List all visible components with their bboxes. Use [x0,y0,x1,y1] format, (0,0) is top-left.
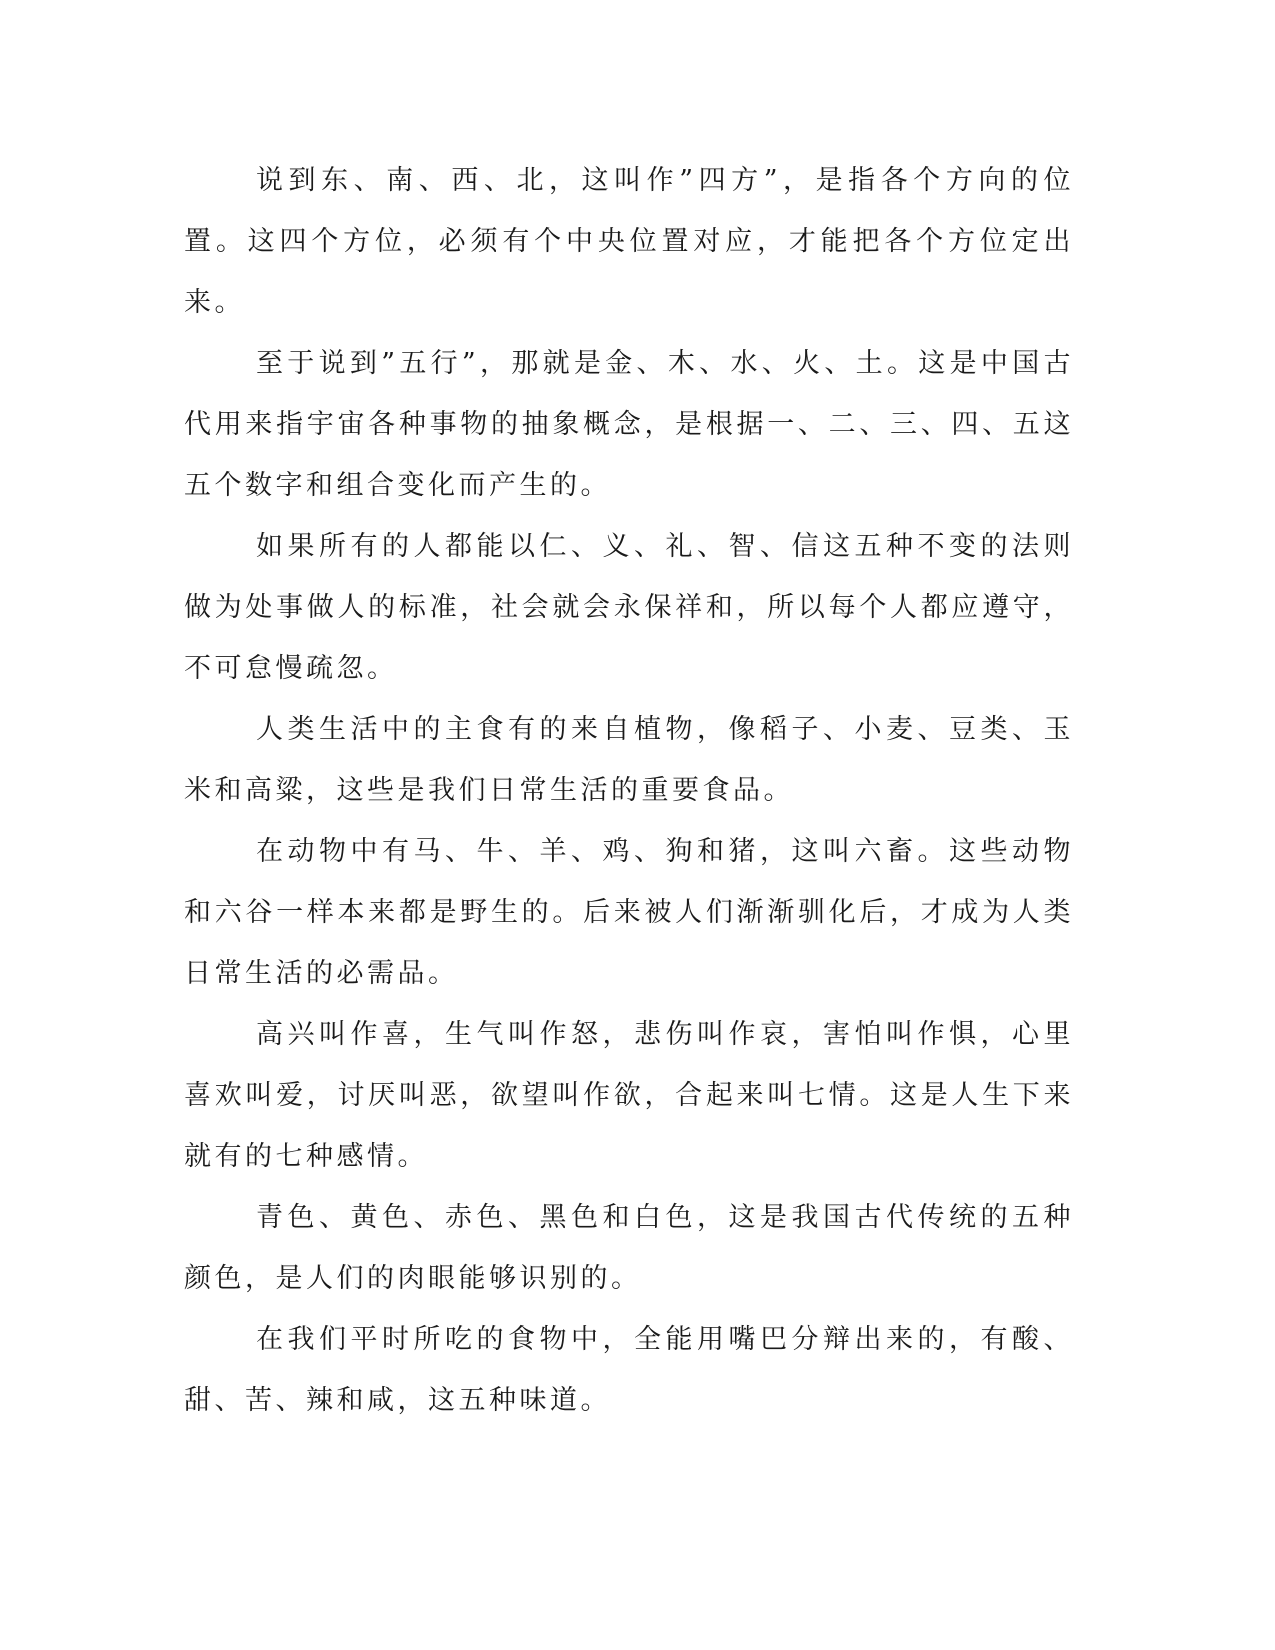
document-page [184,150,1074,1431]
paragraph-seven-emotions: 高兴叫作喜，生气叫作怒，悲伤叫作哀，害怕叫作惧，心里喜欢叫爱，讨厌叫恶，欲望叫作欲，合起来叫七情。这是人生下来就有的七种感情。 [184,1019,1074,1172]
paragraph-five-tastes: 在我们平时所吃的食物中，全能用嘴巴分辩出来的，有酸、甜、苦、辣和咸，这五种味道。 [184,1324,1074,1416]
paragraph-six-livestock: 在动物中有马、牛、羊、鸡、狗和猪，这叫六畜。这些动物和六谷一样本来都是野生的。后来被人们渐渐驯化后，才成为人类日常生活的必需品。 [184,836,1074,989]
paragraph-four-directions: 说到东、南、西、北，这叫作”四方”，是指各个方向的位置。这四个方位，必须有个中央位置对应，才能把各个方位定出来。 [184,165,1074,318]
paragraph-staple-grains: 人类生活中的主食有的来自植物，像稻子、小麦、豆类、玉米和高粱，这些是我们日常生活的重要食品。 [184,714,1074,806]
paragraph-five-elements: 至于说到”五行”，那就是金、木、水、火、土。这是中国古代用来指宇宙各种事物的抽象概念，是根据一、二、三、四、五这五个数字和组合变化而产生的。 [184,348,1074,501]
paragraph-five-virtues: 如果所有的人都能以仁、义、礼、智、信这五种不变的法则做为处事做人的标准，社会就会永保祥和，所以每个人都应遵守，不可怠慢疏忽。 [184,531,1074,684]
paragraph-five-colors: 青色、黄色、赤色、黑色和白色，这是我国古代传统的五种颜色，是人们的肉眼能够识别的。 [184,1202,1074,1294]
